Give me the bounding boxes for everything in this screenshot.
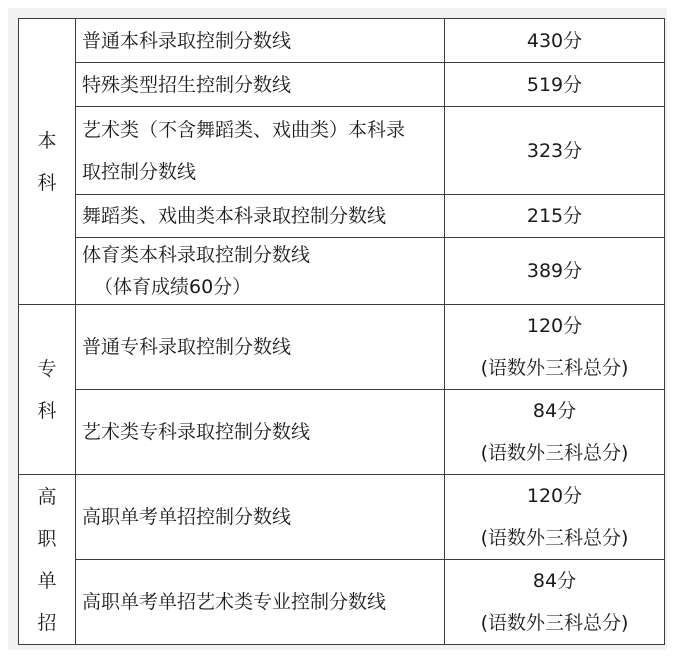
score-cell: 519分 [445, 63, 665, 107]
table-row [19, 238, 665, 305]
category-char: 高 [37, 485, 57, 508]
category-benke [19, 19, 76, 305]
category-char: 科 [37, 171, 57, 194]
item-cell [76, 238, 445, 305]
item-line: 取控制分数线 [82, 160, 197, 183]
score-note: (语数外三科总分) [480, 357, 629, 379]
score-cell [445, 475, 665, 560]
item-cell: 特殊类型招生控制分数线 [76, 63, 445, 107]
score-line-table [18, 18, 665, 645]
table-row [19, 560, 665, 645]
table-row [19, 107, 665, 195]
table-row [19, 195, 665, 238]
score-cell: 323分 [445, 107, 665, 195]
score-value: 120分 [526, 315, 583, 337]
score-value: 120分 [526, 485, 583, 507]
category-zhuanke [19, 305, 76, 475]
category-char: 专 [37, 357, 57, 380]
item-cell: 普通本科录取控制分数线 [76, 19, 445, 63]
item-cell: 高职单考单招控制分数线 [76, 475, 445, 560]
table-row [19, 63, 665, 107]
score-note: (语数外三科总分) [480, 527, 629, 549]
category-char: 科 [37, 399, 57, 422]
category-char: 招 [37, 611, 57, 634]
score-cell [445, 560, 665, 645]
score-cell: 430分 [445, 19, 665, 63]
score-note: (语数外三科总分) [480, 442, 629, 464]
score-note: (语数外三科总分) [480, 612, 629, 634]
score-value: 84分 [532, 570, 577, 592]
score-value: 84分 [532, 400, 577, 422]
category-gaozhi [19, 475, 76, 645]
score-cell: 389分 [445, 238, 665, 305]
item-cell: 高职单考单招艺术类专业控制分数线 [76, 560, 445, 645]
item-line: 艺术类（不含舞蹈类、戏曲类）本科录 [82, 118, 406, 141]
category-char: 职 [37, 527, 57, 550]
table-row [19, 19, 665, 63]
score-cell [445, 390, 665, 475]
score-cell [445, 305, 665, 390]
table-row [19, 475, 665, 560]
table-row [19, 390, 665, 475]
item-cell: 舞蹈类、戏曲类本科录取控制分数线 [76, 195, 445, 238]
item-line: （体育成绩60分） [94, 276, 252, 298]
item-cell: 艺术类专科录取控制分数线 [76, 390, 445, 475]
item-cell: 普通专科录取控制分数线 [76, 305, 445, 390]
category-char: 本 [37, 129, 57, 152]
category-char: 单 [37, 569, 57, 592]
item-cell [76, 107, 445, 195]
score-cell: 215分 [445, 195, 665, 238]
item-line: 体育类本科录取控制分数线 [82, 244, 311, 266]
table-row [19, 305, 665, 390]
